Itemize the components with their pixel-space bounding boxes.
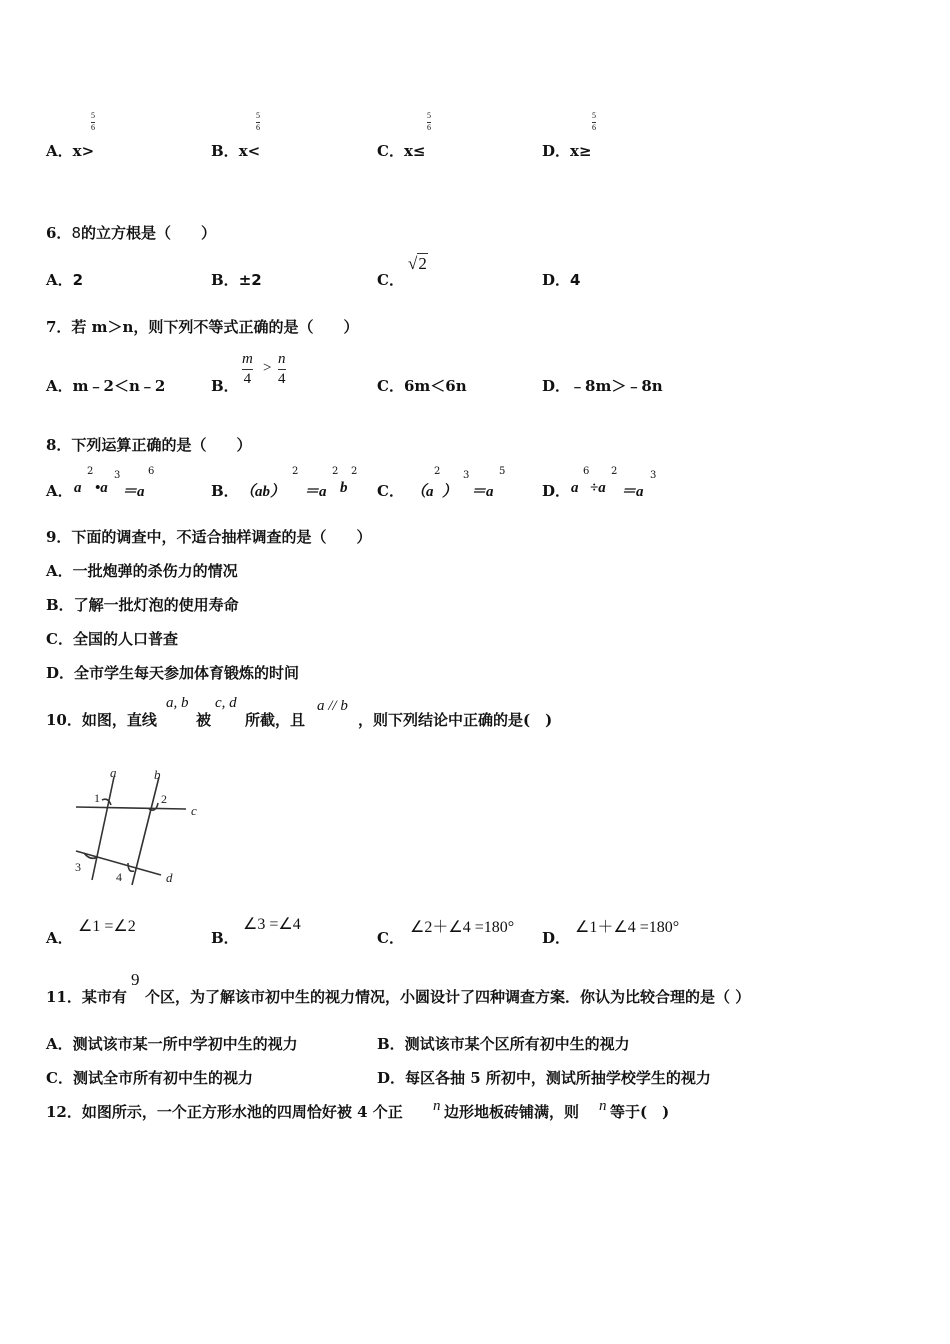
q11-option-d: D．每区各抽 5 所初中，测试所抽学校学生的视力 (377, 1069, 711, 1087)
q9-option-c: C．全国的人口普查 (46, 630, 178, 648)
q11-option-c: C．测试全市所有初中生的视力 (46, 1069, 253, 1087)
q10-figure (66, 765, 211, 890)
q10-option-a: ∠1 =∠2 (78, 918, 136, 935)
q9-stem: 9．下面的调查中，不适合抽样调查的是（ ） (46, 528, 372, 546)
q8-option-a-exp1: 2 (87, 466, 94, 477)
q8-option-d-term3: ＝a (621, 484, 644, 500)
q5-option-a: A．x> (46, 142, 95, 160)
q9-option-d: D．全市学生每天参加体育锻炼的时间 (46, 664, 300, 682)
label-angle-1: 1 (94, 791, 100, 805)
q10-option-a-letter: A． (46, 929, 73, 947)
q8-option-b-exp1: 2 (292, 466, 299, 477)
q7-option-b-op: > (263, 360, 272, 376)
line-b (132, 777, 159, 885)
label-angle-4: 4 (116, 870, 122, 884)
q7-option-b-frac-n: n 4 (278, 351, 286, 387)
q7-option-b: B． (211, 377, 239, 395)
label-a: a (110, 765, 117, 780)
q11-stem-1: 11．某市有 (46, 988, 127, 1006)
q8-option-d-term2: ÷a (590, 480, 606, 496)
q10-var-parallel: a // b (317, 698, 348, 714)
q11-num: 9 (131, 970, 140, 989)
q7-option-d: D．﹣8m＞﹣8n (542, 377, 663, 395)
q8-option-c-term1: （a (411, 484, 434, 500)
q10-option-c-letter: C． (377, 929, 404, 947)
q7-option-b-frac-m: m 4 (242, 351, 253, 387)
q6-option-a: A．2 (46, 271, 84, 289)
q10-option-b-letter: B． (211, 929, 239, 947)
q10-option-d: ∠1＋∠4 =180° (575, 919, 680, 936)
q8-option-b-letter: B． (211, 482, 239, 500)
q5-option-a-fraction: 5 6 (91, 111, 95, 132)
q5-option-b: B．x< (211, 142, 261, 160)
q8-option-b-exp3: 2 (351, 466, 358, 477)
q9-option-b: B．了解一批灯泡的使用寿命 (46, 596, 239, 614)
q8-option-b-exp2: 2 (332, 466, 339, 477)
q8-option-c-exp1: 2 (434, 466, 441, 477)
q8-option-a-letter: A． (46, 482, 73, 500)
q6-option-c-sqrt: √2 (408, 254, 427, 273)
q6-option-d: D．4 (542, 271, 581, 289)
label-c: c (191, 803, 197, 818)
q12-stem-3: 等于( ) (610, 1103, 670, 1121)
label-b: b (154, 767, 161, 782)
q12-var-n2: n (599, 1098, 607, 1114)
q7-option-a: A．m﹣2＜n﹣2 (46, 377, 166, 395)
q8-option-c-term3: ＝a (471, 484, 494, 500)
q10-option-c: ∠2＋∠4 =180° (410, 919, 515, 936)
q12-var-n: n (433, 1098, 441, 1114)
q10-stem-3: 所截，且 (245, 711, 306, 729)
q6-stem: 6．8的立方根是（ ） (46, 224, 216, 242)
q8-option-c-exp2: 3 (463, 470, 470, 481)
q10-stem-1: 10．如图，直线 (46, 711, 157, 729)
q8-option-d-letter: D． (542, 482, 571, 500)
q5-option-d-fraction: 5 6 (592, 111, 596, 132)
label-d: d (166, 870, 173, 885)
q8-option-c-exp3: 5 (499, 466, 506, 477)
q8-stem: 8．下列运算正确的是（ ） (46, 436, 252, 454)
q8-option-c-term2: ） (442, 484, 458, 500)
q10-option-b: ∠3 =∠4 (243, 916, 301, 933)
q6-option-c: C． (377, 271, 404, 289)
q12-stem-1: 12．如图所示，一个正方形水池的四周恰好被 4 个正 (46, 1103, 403, 1121)
line-c (76, 807, 186, 809)
q7-stem: 7．若 m＞n，则下列不等式正确的是（ ） (46, 318, 359, 336)
q10-stem-4: ，则下列结论中正确的是( ) (358, 711, 553, 729)
q8-option-d-term1: a (571, 480, 579, 496)
q5-option-c: C．x≤ (377, 142, 426, 160)
q8-option-a-term3: ＝a (122, 484, 145, 500)
label-angle-3: 3 (75, 860, 81, 874)
q8-option-b-term2: ＝a (304, 484, 327, 500)
q11-option-b: B．测试该市某个区所有初中生的视力 (377, 1035, 630, 1053)
q8-option-a-exp3: 6 (148, 466, 155, 477)
q8-option-d-exp3: 3 (650, 470, 657, 481)
q8-option-a-exp2: 3 (114, 470, 121, 481)
q5-option-d: D．x≥ (542, 142, 592, 160)
q5-option-b-fraction: 5 6 (256, 111, 260, 132)
q8-option-d-exp2: 2 (611, 466, 618, 477)
q10-stem-2: 被 (196, 711, 212, 729)
q8-option-c-letter: C． (377, 482, 404, 500)
q8-option-a-term1: a (74, 480, 82, 496)
q8-option-b-term3: b (340, 480, 348, 496)
q11-stem-2: 个区，为了解该市初中生的视力情况，小圆设计了四种调查方案．你认为比较合理的是（ ） (145, 988, 751, 1006)
q10-var-cd: c, d (215, 695, 237, 711)
q11-option-a: A．测试该市某一所中学初中生的视力 (46, 1035, 298, 1053)
q6-option-b: B．±2 (211, 271, 262, 289)
q8-option-b-term1: （ab） (240, 484, 286, 500)
q8-option-d-exp1: 6 (583, 466, 590, 477)
sqrt-icon: √ (408, 254, 418, 273)
q10-var-ab: a, b (166, 695, 189, 711)
q7-option-c: C．6m＜6n (377, 377, 467, 395)
q12-stem-2: 边形地板砖铺满，则 (444, 1103, 580, 1121)
q9-option-a: A．一批炮弹的杀伤力的情况 (46, 562, 238, 580)
q5-option-c-fraction: 5 6 (427, 111, 431, 132)
label-angle-2: 2 (161, 792, 167, 806)
q10-option-d-letter: D． (542, 929, 571, 947)
q8-option-a-term2: •a (95, 480, 108, 496)
